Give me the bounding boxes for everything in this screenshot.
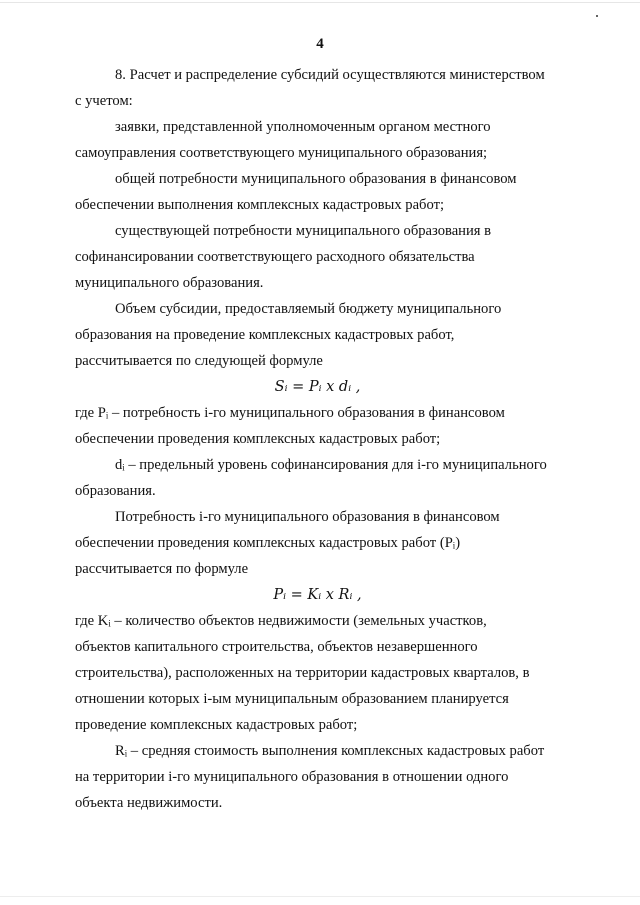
formula-subsidy: Sᵢ = Pᵢ x dᵢ , <box>274 379 361 395</box>
scan-edge-bottom <box>0 896 640 897</box>
paragraph-line: 8. Расчет и распределение субсидий осуществляются министерством <box>115 67 545 83</box>
paragraph-line: отношении которых i-ым муниципальным образованием планируется <box>75 691 509 707</box>
paragraph-line: где Pᵢ – потребность i-го муниципального образования в финансовом <box>75 405 505 421</box>
paragraph-line: Потребность i-го муниципального образования в финансовом <box>115 509 500 525</box>
paragraph-line: общей потребности муниципального образования в финансовом <box>115 171 517 187</box>
paragraph-line: софинансировании соответствующего расходного обязательства <box>75 249 475 265</box>
paragraph-line: где Kᵢ – количество объектов недвижимости (земельных участков, <box>75 613 487 629</box>
paragraph-line: существующей потребности муниципального образования в <box>115 223 492 239</box>
page-number: 4 <box>316 36 324 52</box>
scan-edge-top <box>0 2 640 3</box>
paragraph-line: обеспечении проведения комплексных кадастровых работ; <box>75 431 441 447</box>
formula-need: Pᵢ = Kᵢ x Rᵢ , <box>273 587 362 603</box>
paragraph-line: образования. <box>75 483 156 499</box>
paragraph-line: образования на проведение комплексных кадастровых работ, <box>75 327 455 343</box>
paragraph-line: строительства), расположенных на территории кадастровых кварталов, в <box>75 665 530 681</box>
document-body <box>75 62 560 816</box>
scan-speck <box>596 15 598 17</box>
paragraph-line: Rᵢ – средняя стоимость выполнения комплексных кадастровых работ <box>115 743 545 759</box>
paragraph-line: муниципального образования. <box>75 275 264 291</box>
paragraph-line: проведение комплексных кадастровых работ; <box>75 717 358 733</box>
paragraph-line: рассчитывается по формуле <box>75 561 249 577</box>
paragraph-line: объектов капитального строительства, объектов незавершенного <box>75 639 478 655</box>
paragraph-line: Объем субсидии, предоставляемый бюджету муниципального <box>115 301 502 317</box>
paragraph-line: обеспечении выполнения комплексных кадастровых работ; <box>75 197 445 213</box>
paragraph-line: самоуправления соответствующего муниципального образования; <box>75 145 488 161</box>
paragraph-line: с учетом: <box>75 93 133 109</box>
paragraph-line: рассчитывается по следующей формуле <box>75 353 323 369</box>
paragraph-line: обеспечении проведения комплексных кадастровых работ (Pᵢ) <box>75 535 461 551</box>
paragraph-line: на территории i-го муниципального образования в отношении одного <box>75 769 509 785</box>
paragraph-line: объекта недвижимости. <box>75 795 223 811</box>
paragraph-line: dᵢ – предельный уровень софинансирования для i-го муниципального <box>115 457 547 473</box>
paragraph-line: заявки, представленной уполномоченным органом местного <box>115 119 491 135</box>
